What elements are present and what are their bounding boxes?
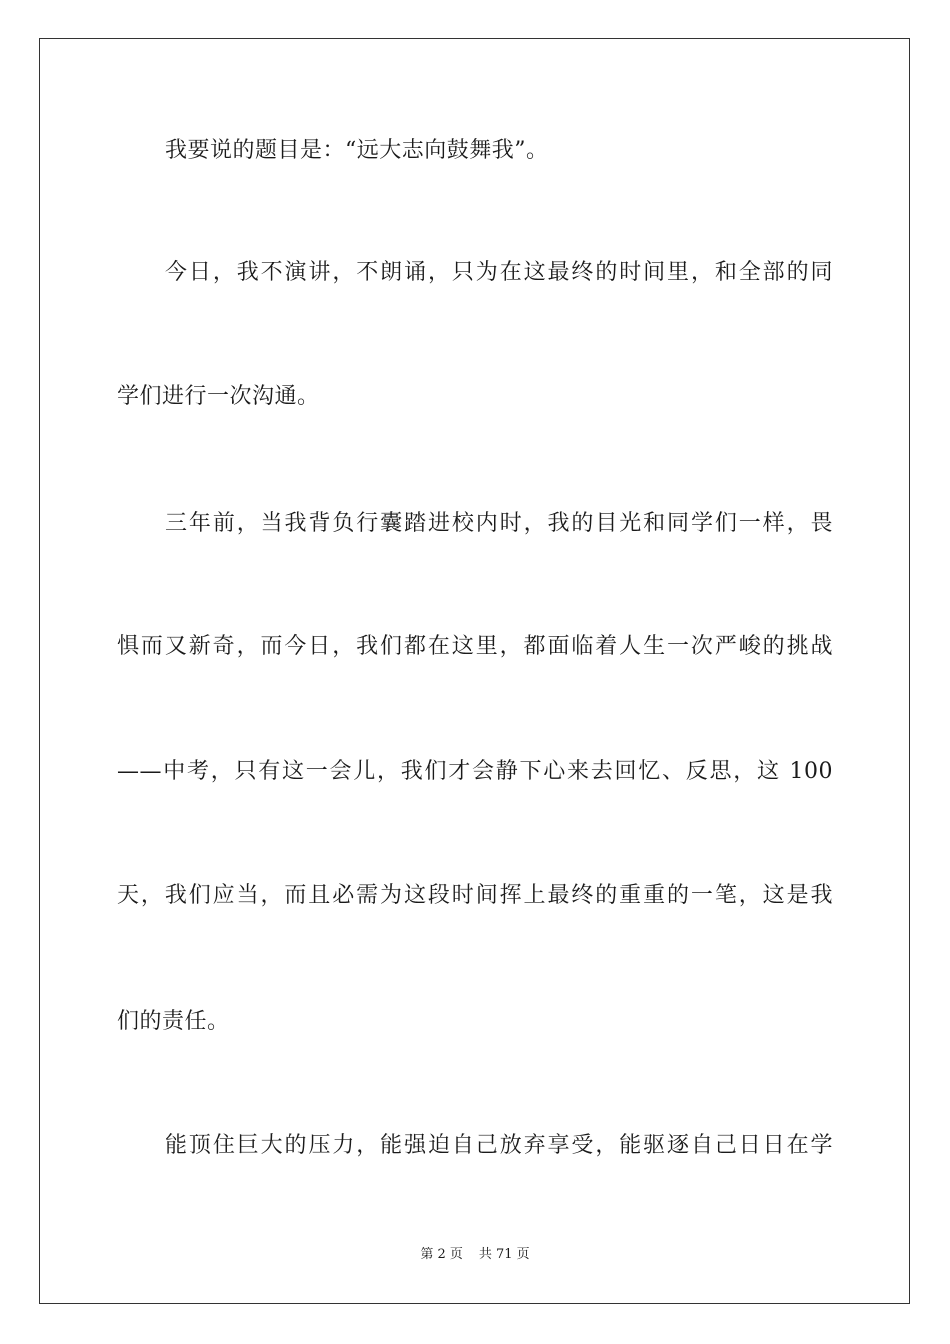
page-total: 共 71 页 — [478, 1247, 530, 1262]
paragraph-line-5: 惧而又新奇，而今日，我们都在这里，都面临着人生一次严峻的挑战 — [117, 634, 833, 659]
page-border — [39, 38, 910, 1304]
paragraph-line-4: 三年前，当我背负行囊踏进校内时，我的目光和同学们一样，畏 — [165, 511, 833, 536]
paragraph-line-7: 天，我们应当，而且必需为这段时间挥上最终的重重的一笔，这是我 — [117, 883, 833, 908]
page-footer — [0, 1246, 950, 1264]
page-number: 第 2 页 — [420, 1247, 463, 1262]
paragraph-line-9: 能顶住巨大的压力，能强迫自己放弃享受，能驱逐自己日日在学 — [165, 1133, 833, 1158]
paragraph-line-3: 学们进行一次沟通。 — [117, 384, 320, 409]
paragraph-line-2: 今日，我不演讲，不朗诵，只为在这最终的时间里，和全部的同 — [165, 260, 833, 285]
paragraph-line-1: 我要说的题目是：“远大志向鼓舞我”。 — [165, 138, 549, 163]
paragraph-line-6: ——中考，只有这一会儿，我们才会静下心来去回忆、反思，这 100 — [117, 759, 833, 784]
paragraph-line-8: 们的责任。 — [117, 1009, 230, 1034]
